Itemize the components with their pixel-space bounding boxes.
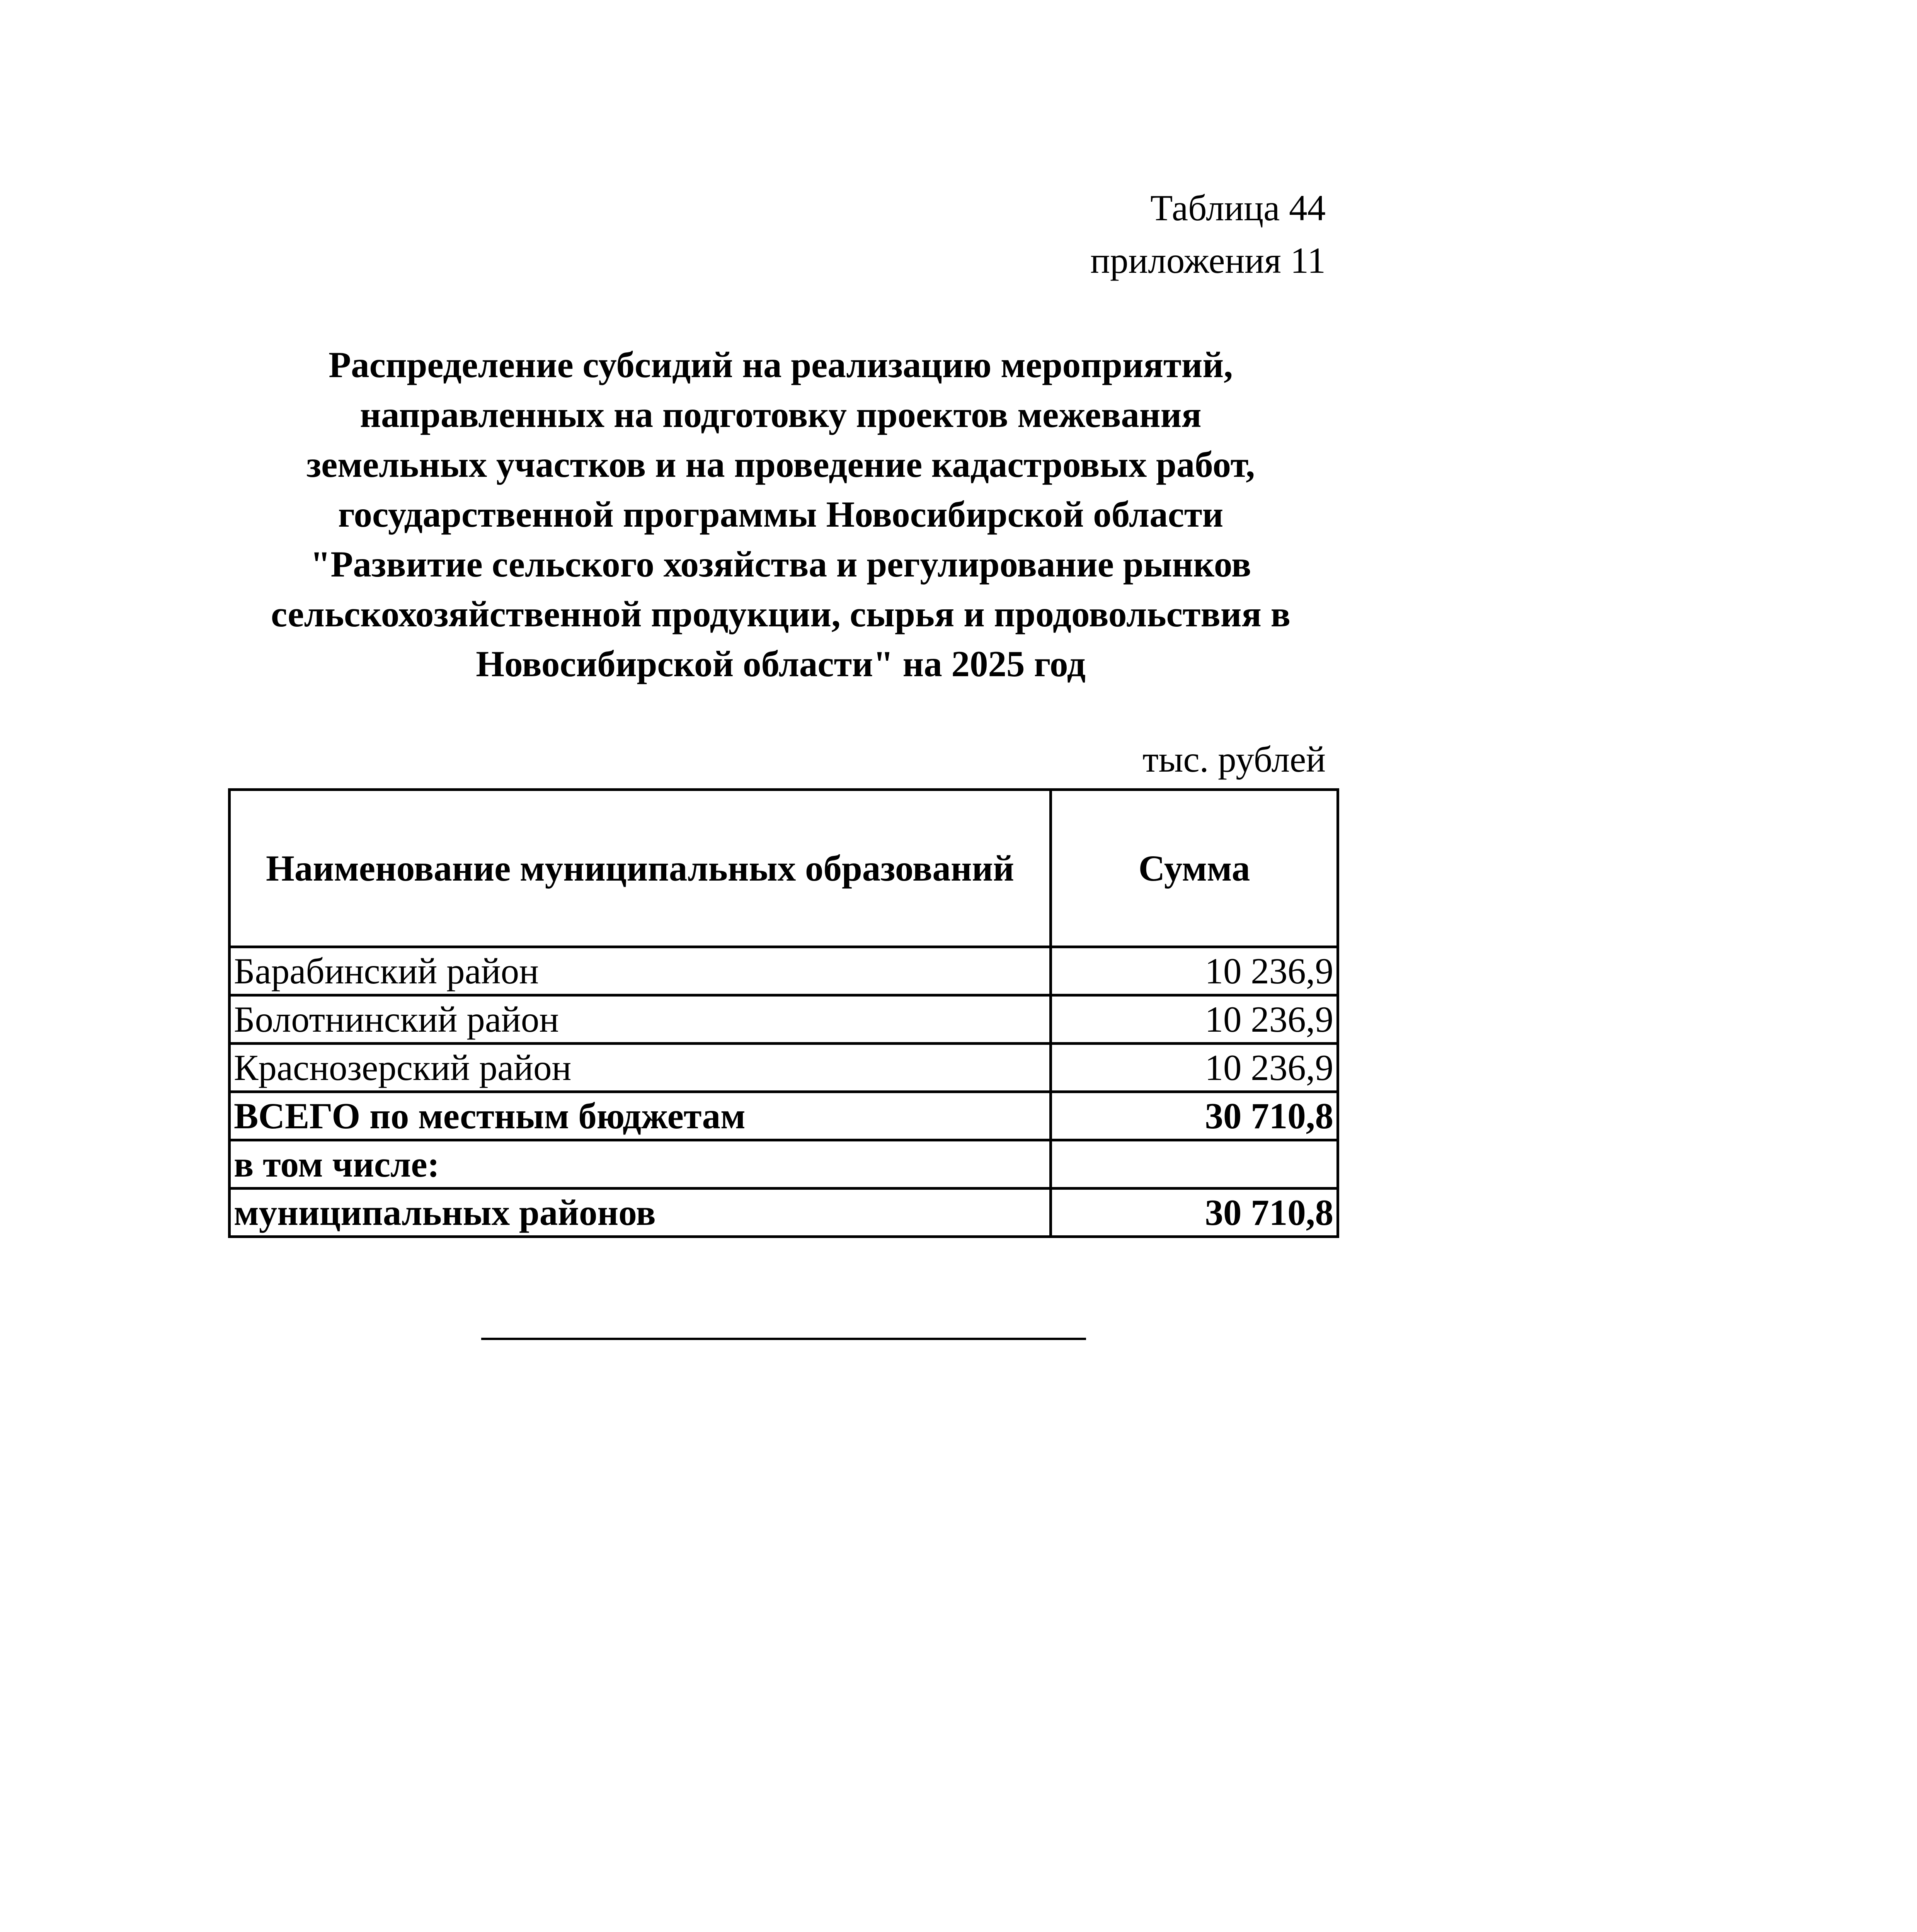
title-line: направленных на подготовку проектов межевания	[360, 394, 1202, 435]
row-name: в том числе:	[230, 1140, 1051, 1189]
including-row	[230, 1140, 1338, 1189]
table-reference	[1090, 182, 1326, 287]
row-sum: 10 236,9	[1051, 1044, 1338, 1092]
title-line: государственной программы Новосибирской области	[338, 494, 1224, 535]
row-sum: 10 236,9	[1051, 947, 1338, 995]
row-sum: 10 236,9	[1051, 995, 1338, 1044]
title-line: сельскохозяйственной продукции, сырья и продовольствия в	[271, 594, 1290, 634]
title-line: земельных участков и на проведение кадастровых работ,	[306, 444, 1255, 485]
row-sum: 30 710,8	[1051, 1189, 1338, 1237]
table-header-row	[230, 790, 1338, 947]
row-name: ВСЕГО по местным бюджетам	[230, 1092, 1051, 1140]
row-name: Болотнинский район	[230, 995, 1051, 1044]
table-row	[230, 947, 1338, 995]
title-line: Новосибирской области" на 2025 год	[476, 643, 1086, 684]
row-sum: 30 710,8	[1051, 1092, 1338, 1140]
title-line: Распределение субсидий на реализацию мероприятий,	[329, 344, 1233, 385]
table-number: Таблица 44	[1150, 187, 1326, 228]
units-label: тыс. рублей	[1142, 739, 1326, 780]
table-row	[230, 995, 1338, 1044]
header-municipality: Наименование муниципальных образований	[230, 790, 1051, 947]
appendix-reference: приложения 11	[1090, 240, 1326, 281]
document-title	[201, 340, 1360, 689]
table-row	[230, 1044, 1338, 1092]
subsidy-table	[228, 788, 1339, 1238]
row-sum	[1051, 1140, 1338, 1189]
municipal-districts-row	[230, 1189, 1338, 1237]
title-line: "Развитие сельского хозяйства и регулирование рынков	[310, 544, 1251, 585]
header-sum: Сумма	[1051, 790, 1338, 947]
total-row	[230, 1092, 1338, 1140]
row-name: муниципальных районов	[230, 1189, 1051, 1237]
closing-divider-line	[481, 1338, 1086, 1340]
row-name: Краснозерский район	[230, 1044, 1051, 1092]
row-name: Барабинский район	[230, 947, 1051, 995]
